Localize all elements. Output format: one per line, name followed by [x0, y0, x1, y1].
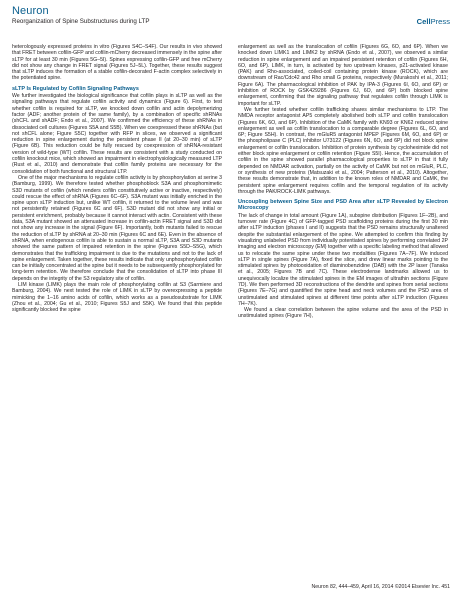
logo-press-text: Press [430, 17, 450, 26]
page-footer: Neuron 82, 444–459, April 16, 2014 ©2014 Elsevier Inc. 451 [311, 584, 450, 590]
left-text-column [12, 44, 222, 313]
body-paragraph: The lack of change in total amount (Figure 1A), subspine distribution (Figures 1F–2B), and turnover rate (Figure 4C) of GFP-tagged PSD scaffolding proteins during the first 30 min after sLTP induction (phases I and II) suggests that the PSD remains structurally unaltered despite the substantial enlargement of the spine. We attempted to confirm this finding by visualizing unlabeled PSD from individually potentiated spines by performing correlated 2P imaging and electron microscopy (EM) together with a specific labeling method that allowed us to relocate the same spine under these two modalities (Figures 7A–7F). We induced sLTP in single spines (Figure 7A), fixed the slice, and drew linear marks pointing to the stimulated spines by photooxidation of diaminobenzidine (DAB) with the 2P laser (Tanaka et al., 2005; Figures 7B and 7C). These electrodense landmarks allowed us to unequivocally localize the stimulated spines in the EM images of ultrathin sections (Figure 7D). We then performed 3D reconstructions of the dendrite and spines from serial sections (Figures 7E–7G) and quantified the spine head and neck volumes and the PSD area of unstimulated and stimulated spines at different time points after sLTP induction (Figures 7H–7K). [238, 212, 448, 307]
section-heading: Uncoupling between Spine Size and PSD Area after sLTP Revealed by Electron Microscopy [238, 199, 448, 212]
body-paragraph: LIM kinase (LIMK) plays the main role of phosphorylating cofilin at S3 (Sarmiere and Bamburg, 2004). We next tested the role of LIMK in sLTP by overexpressing a peptide mimicking the 1–16 amino acids of cofilin, which works as a pseudosubstrate for LIMK (Zhou et al., 2004; Gu et al., 2010; Figures S5J and S5K). We found that this peptide significantly blocked the spine [12, 281, 222, 314]
cell-press-logo [417, 17, 450, 26]
body-paragraph: One of the major mechanisms to regulate cofilin activity is by phosphorylation at serine 3 (Bamburg, 1999). We therefore tested whether phosphoblock S3A and phosphomimetic S3D mutants of cofilin (which renders cofilin constitutively active or inactive, respectively) could rescue the effect of shRNA (Figures 6C–6F). S3A mutant was initially enriched in the spine upon sLTP induction but, unlike WT cofilin, it returned to the volume level and was not persistently retained (Figures 6C and 6F). S3D mutant did not show any initial or persistent enrichment, probably because it cannot interact with actin. Consistent with these data, S3A mutant showed an attenuated increase in cofilin-actin FRET signal and S3D did not show any increase in the signal (Figure 6F). Importantly, both mutants failed to rescue the reduction of sLTP by shRNA at 20–30 min (Figures 6C and 6E). Even in the absence of shRNA, when endogenous cofilin is able to sustain a normal sLTP, S3A and S3D mutants showed the same pattern of impaired retention in the spine (Figures S5D–S5G), which demonstrates that the trafficking impairment is due to the mutations and not to the lack of spine enlargement. Taken together, these results indicate that only unphosphorylated cofilin can be initially concentrated at the spine but it needs to be subsequently phosphorylated for long-term retention. We therefore conclude that the consolidation of sLTP into phase III depends on the integrity of the S3 regulatory site of cofilin. [12, 174, 222, 282]
section-heading: sLTP Is Regulated by Cofilin Signaling Pathways [12, 85, 139, 92]
body-paragraph: We further investigated the biological significance that cofilin plays in sLTP as well as the signaling pathways that regulate cofilin activity and dynamics (Figure 6). First, to test whether cofilin is required for sLTP, we knocked down cofilin and actin depolymerizing factor (ADF; another protein of the same family), by a combination of specific shRNAs (shCFL and shADF; Endo et al., 2007). We confirmed the efficiency of these shRNAs in dissociated cell cultures (Figures S5A and S5B). When we coexpressed these shRNAs (but not shCFL alone; Figure S5C) together with RFP in slices, we observed a significant reduction in spine enlargement during the persistent phase II (at 20–30 min) of sLTP (Figure 6B). This reduction could be fully rescued by coexpression of shRNA-resistant version of wild-type (WT) cofilin. These results are consistent with a study conducted on cofilin knockout mice, which showed an impairment in electrophysiologically measured LTP (Rust et al., 2010) and demonstrate that cofilin family proteins are necessary for the consolidation of both functional and structural LTP. [12, 93, 222, 175]
body-paragraph: heterologously expressed proteins in vitro (Figures S4C–S4F). Our results in vivo showed that FRET between cofilin-GFP and cofilin-mCherry decreased immensely in the spine after sLTP for at least 30 min (Figures 5G–5I). Spines expressing cofilin-GFP and free mCherry did not show any change in FRET signal (Figures 5J–5L). Together, these results suggest that sLTP induces the formation of a stable cofilin-decorated F-actin complex selectively in the potentiated spine. [12, 44, 222, 82]
body-paragraph: We further tested whether cofilin trafficking shares similar mechanisms to LTP. The NMDA receptor antagonist AP5 completely abolished both sLTP and cofilin translocation (Figures 6K, 6O, and 6P). Inhibition of the CaMK family with KN93 or KN62 reduced spine enlargement as well as cofilin translocation to a comparable degree (Figures 6L, 6O, and 6P; Figure S5H). In contrast, the mGluR5 antagonist MPEP (Figures 6M, 6O, and 6P) or the phospholipase C (PLC) inhibitor U73122 (Figures 6N, 6O, and 6P) did not block spine enlargement or cofilin translocation. Inhibition of protein synthesis by cycloheximide did not either block spine enlargement or cofilin retention (Figure S5I). Hence, the accumulation of cofilin in the spine showed parallel pharmacological properties to sLTP in that it fully depended on NMDAR activation, partially on the activity of CaMK but not on mGluR, PLC, or synthesis of new proteins (Matsuzaki et al., 2004; Patterson et al., 2010). Altogether, these results demonstrate that, in addition to the known roles of NMDAR and CaMK, the persistent spine enlargement requires cofilin and the temporal regulation of its activity through the PAK/ROCK-LIMK pathways. [238, 106, 448, 195]
body-paragraph: enlargement as well as the translocation of cofilin (Figures 6G, 6O, and 6P). When we knocked down LIMK1 and LIMK2 by shRNA (Endo et al., 2007), we observed a similar reduction in spine enlargement and an impaired persistent retention of cofilin (Figures 6H, 6O, and 6P). LIMK, in turn, is activated by two upstream kinases, p21-activated kinase (PAK) and Rho-associated, coiled-coil containing protein kinase (ROCK), which are downstream of Rac/Cdc42 and Rho small G proteins, respectively (Murakoshi et al., 2011; Figure 6A). The pharmacological inhibition of PAK by IPA-3 (Figures 6I, 6O, and 6P) or inhibition of ROCK by GSK429286 (Figures 6J, 6O, and 6P) both blocked spine enlargement, confirming that the signaling pathway that regulates cofilin through LIMK is important for sLTP. [238, 44, 448, 107]
logo-cell-text: Cell [416, 17, 431, 26]
article-running-title: Reorganization of Spine Substructures during LTP [12, 18, 150, 25]
journal-title: Neuron [12, 5, 49, 17]
right-text-column [238, 44, 448, 320]
body-paragraph: We found a clear correlation between the spine volume and the area of the PSD in unstimulated spines (Figure 7H), [238, 307, 448, 320]
